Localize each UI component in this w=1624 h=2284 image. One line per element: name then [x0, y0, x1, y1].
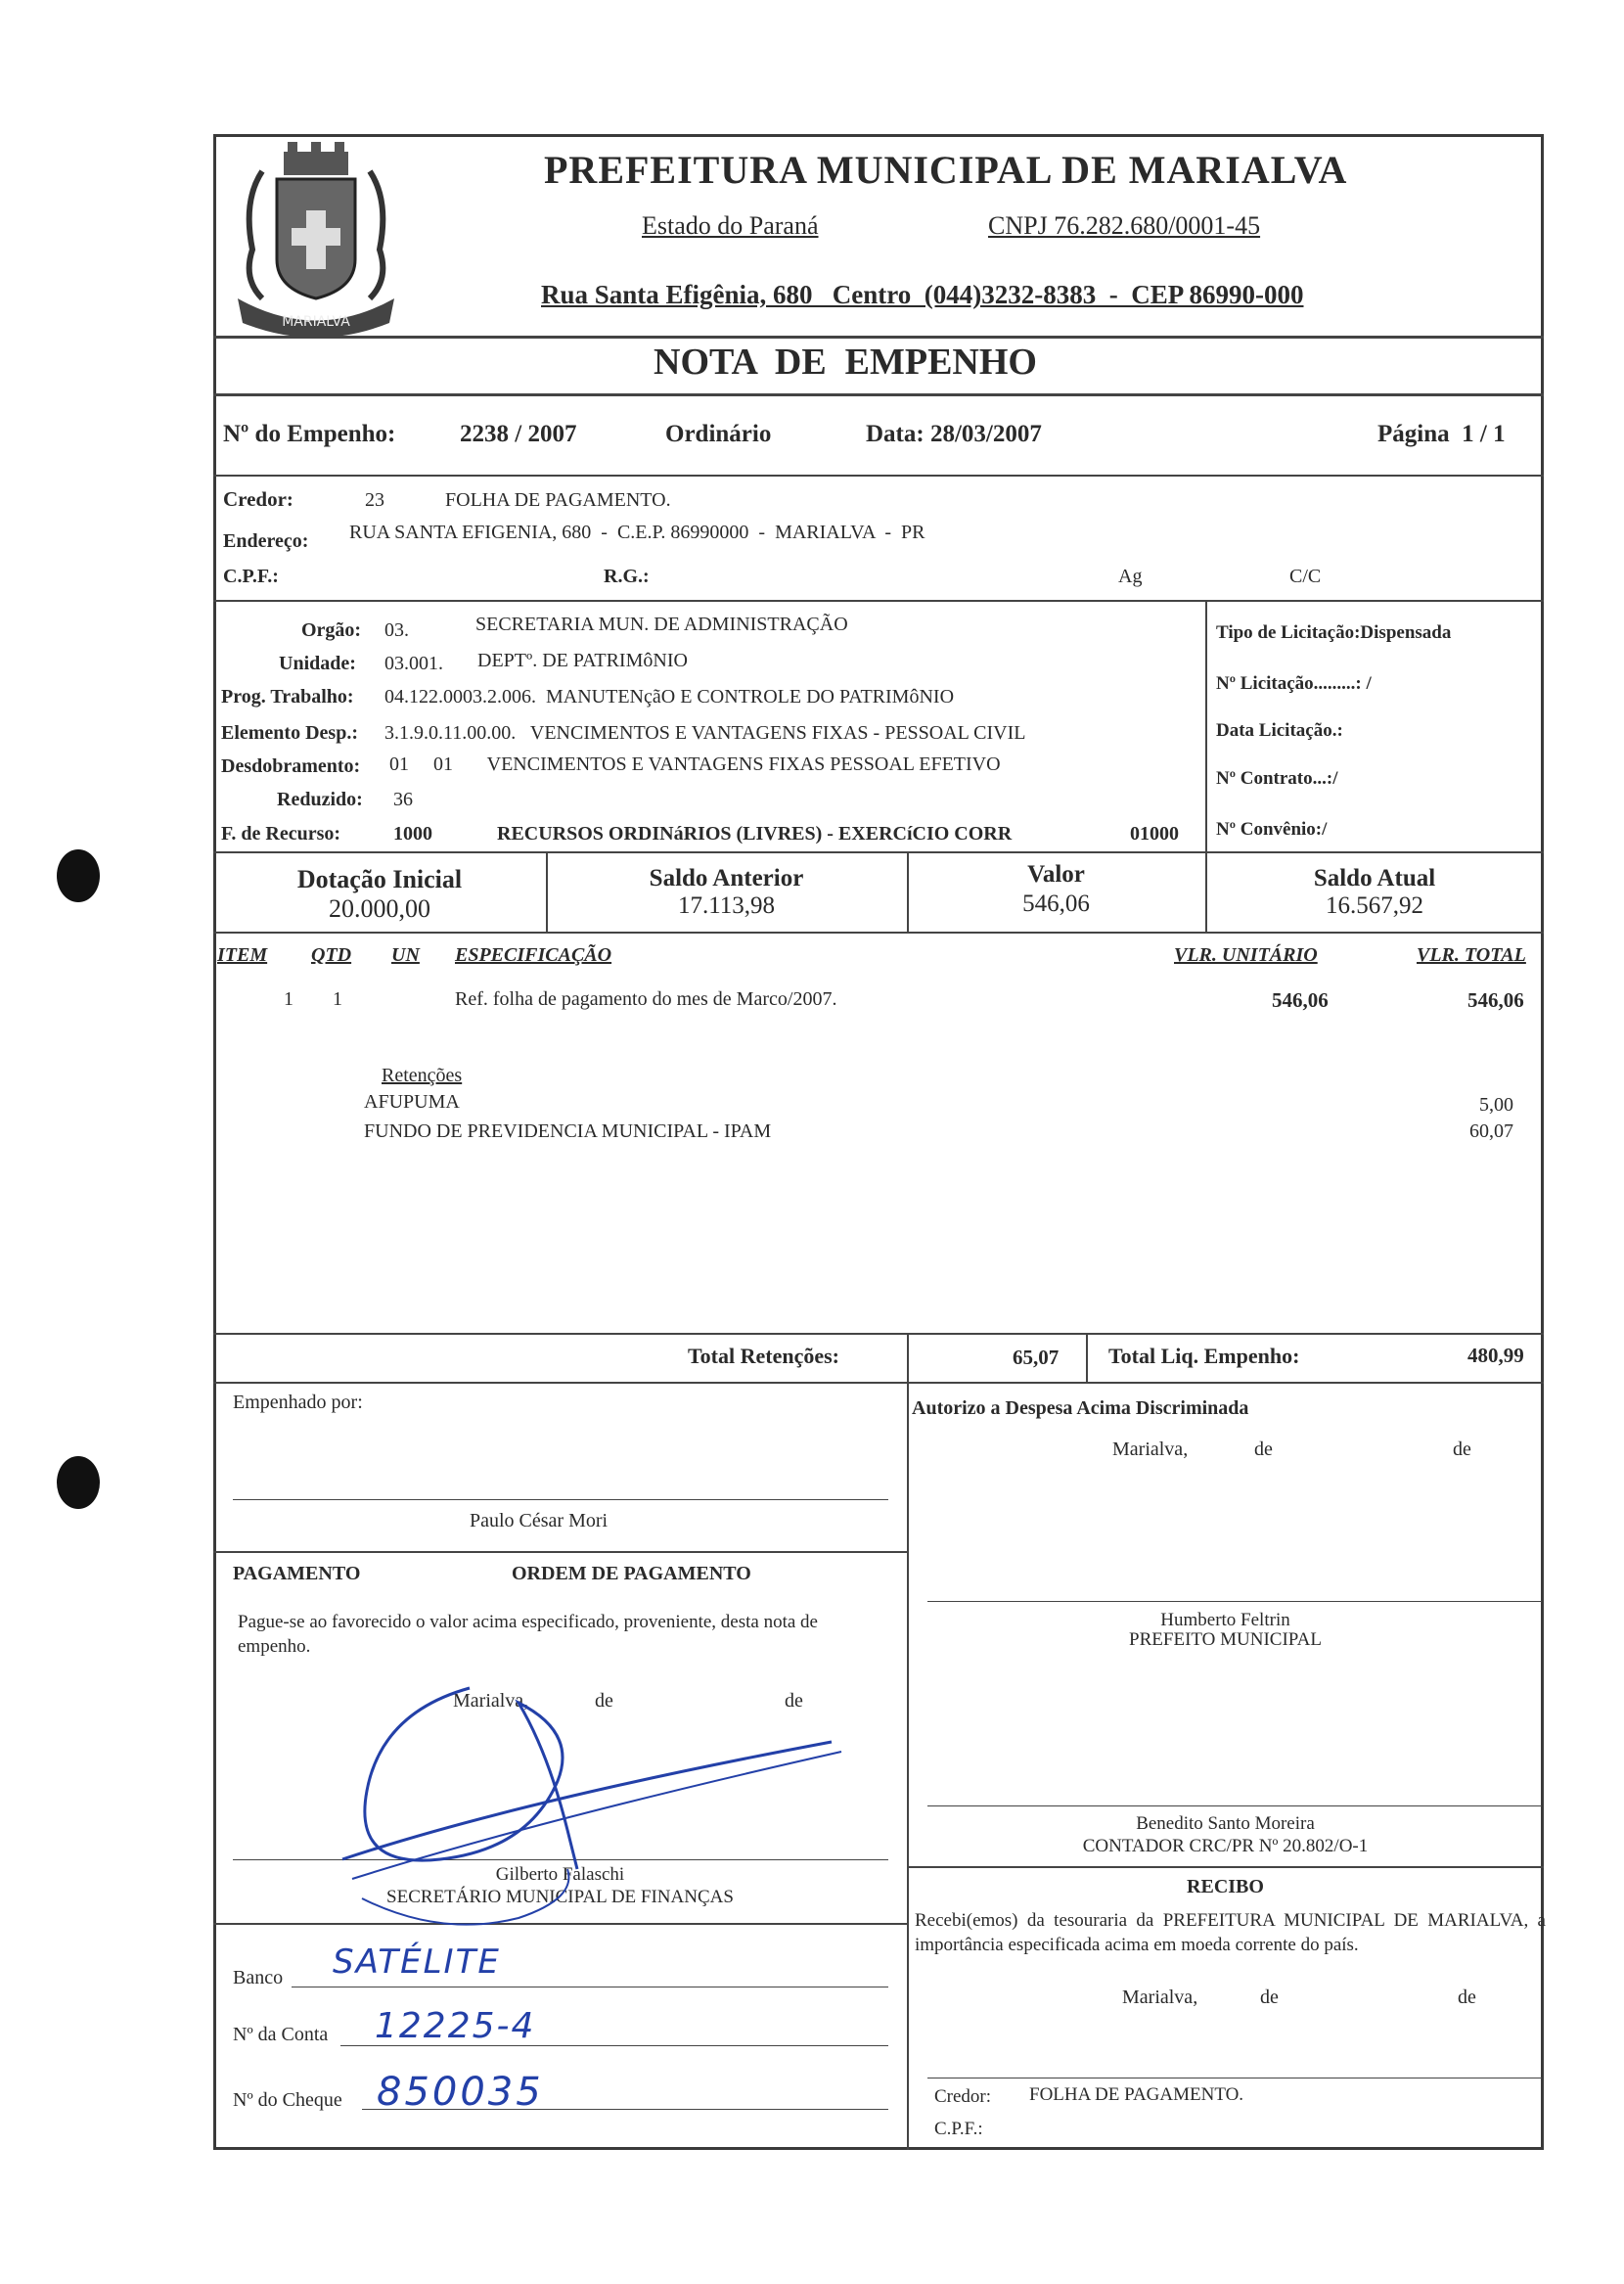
col-item: ITEM	[217, 944, 268, 966]
licitacao-tipo: Tipo de Licitação:Dispensada	[1216, 622, 1452, 643]
divider	[1205, 600, 1207, 851]
recibo-de: de	[1458, 1987, 1476, 2008]
divider	[213, 600, 1544, 602]
dotacao-value: 20.000,00	[329, 894, 430, 923]
item-qtd: 1	[333, 988, 342, 1010]
saldo-atual-value: 16.567,92	[1326, 892, 1423, 919]
page-title: PREFEITURA MUNICIPAL DE MARIALVA	[544, 148, 1348, 192]
orgao-name: SECRETARIA MUN. DE ADMINISTRAÇÃO	[475, 614, 848, 635]
pagamento-label: PAGAMENTO	[233, 1563, 361, 1584]
contador-name: Benedito Santo Moreira	[1136, 1813, 1315, 1834]
item-number: 1	[284, 988, 293, 1010]
cnpj-label: CNPJ 76.282.680/0001-45	[988, 211, 1261, 240]
divider	[213, 336, 1544, 339]
total-retencoes-value: 65,07	[1013, 1346, 1060, 1369]
autorizo-place: Marialva,	[1112, 1439, 1189, 1460]
licitacao-convenio: Nº Convênio:/	[1216, 819, 1328, 840]
autorizo-de: de	[1453, 1439, 1471, 1460]
prog-value: 04.122.0003.2.006. MANUTENçãO E CONTROLE DO PATRIMôNIO	[384, 686, 955, 708]
divider	[213, 1382, 1544, 1384]
cpf-label: C.P.F.:	[223, 566, 279, 587]
cheque-label: Nº do Cheque	[233, 2089, 342, 2111]
dotacao-label: Dotação Inicial	[296, 865, 463, 893]
col-un: UN	[391, 944, 420, 966]
licitacao-contrato: Nº Contrato...:/	[1216, 768, 1338, 789]
reduzido-label: Reduzido:	[277, 789, 363, 810]
desdobramento-label: Desdobramento:	[221, 755, 361, 777]
prefeito-title: PREFEITO MUNICIPAL	[1129, 1629, 1322, 1650]
address-field-label: Endereço:	[223, 530, 309, 552]
recibo-title: RECIBO	[1187, 1876, 1264, 1897]
divider	[907, 1866, 1544, 1868]
divider	[213, 851, 1544, 853]
document-title: NOTA DE EMPENHO	[654, 342, 1037, 383]
empenho-number: 2238 / 2007	[460, 421, 577, 447]
licitacao-data: Data Licitação.:	[1216, 720, 1343, 741]
divider	[213, 1333, 1544, 1335]
col-vlr-total: VLR. TOTAL	[1417, 944, 1526, 966]
pagamento-place: Marialva,	[453, 1690, 529, 1712]
signature-scribble	[323, 1673, 851, 1957]
col-especificacao: ESPECIFICAÇÃO	[455, 944, 612, 966]
signature-line	[927, 1805, 1542, 1806]
retencao-value: 60,07	[1469, 1120, 1513, 1142]
empenho-label: Nº do Empenho:	[223, 421, 396, 447]
state-label: Estado do Paraná	[642, 211, 819, 240]
conta-value: 12225-4	[375, 2006, 536, 2046]
divider	[213, 932, 1544, 934]
page-number: Página 1 / 1	[1377, 421, 1506, 447]
punch-hole-top	[57, 849, 100, 902]
valor-label: Valor	[1027, 861, 1085, 888]
empenho-type: Ordinário	[665, 421, 772, 447]
prefeito-name: Humberto Feltrin	[1160, 1610, 1290, 1630]
desdobramento-value: 01 01 VENCIMENTOS E VANTAGENS FIXAS PESSOAL EFETIVO	[389, 754, 1001, 775]
contador-title: CONTADOR CRC/PR Nº 20.802/O-1	[1082, 1836, 1369, 1856]
licitacao-numero: Nº Licitação.........: /	[1216, 673, 1372, 694]
ag-label: Ag	[1118, 566, 1143, 587]
ordem-pagamento-label: ORDEM DE PAGAMENTO	[512, 1563, 751, 1584]
total-liquido-label: Total Liq. Empenho:	[1108, 1344, 1300, 1368]
orgao-code: 03.	[384, 619, 409, 641]
rg-label: R.G.:	[604, 566, 650, 587]
col-qtd: QTD	[311, 944, 352, 966]
item-spec: Ref. folha de pagamento do mes de Marco/2007.	[455, 988, 837, 1010]
recibo-de: de	[1260, 1987, 1279, 2008]
cheque-value: 850035	[377, 2070, 544, 2115]
credor-name: FOLHA DE PAGAMENTO.	[445, 489, 671, 511]
credor-code: 23	[365, 489, 384, 511]
divider	[213, 393, 1544, 396]
pagamento-de: de	[595, 1690, 613, 1712]
divider	[907, 1333, 909, 1382]
total-retencoes-label: Total Retenções:	[688, 1344, 839, 1368]
address-label: Rua Santa Efigênia, 680 Centro (044)3232-8383 - CEP 86990-000	[541, 280, 1304, 309]
conta-label: Nº da Conta	[233, 2024, 329, 2045]
recurso-ref: 01000	[1130, 823, 1179, 845]
svg-text:MARIALVA: MARIALVA	[282, 314, 350, 330]
saldo-atual-label: Saldo Atual	[1313, 865, 1436, 891]
valor-value: 546,06	[1022, 891, 1090, 917]
recibo-credor-label: Credor:	[934, 2086, 992, 2107]
recibo-credor-value: FOLHA DE PAGAMENTO.	[1029, 2084, 1244, 2105]
autorizo-label: Autorizo a Despesa Acima Discriminada	[912, 1397, 1249, 1419]
retencao-name: AFUPUMA	[364, 1091, 460, 1113]
recibo-cpf-label: C.P.F.:	[934, 2119, 983, 2139]
secretario-name: Gilberto Falaschi	[495, 1864, 625, 1885]
unidade-name: DEPTº. DE PATRIMôNIO	[477, 650, 688, 671]
elemento-label: Elemento Desp.:	[221, 722, 358, 744]
col-vlr-unitario: VLR. UNITÁRIO	[1174, 944, 1318, 966]
banco-label: Banco	[233, 1967, 284, 1988]
crest-icon	[223, 142, 409, 338]
recurso-label: F. de Recurso:	[221, 823, 341, 845]
recurso-name: RECURSOS ORDINáRIOS (LIVRES) - EXERCíCIO CORR	[497, 823, 1013, 845]
prog-label: Prog. Trabalho:	[221, 686, 354, 708]
unidade-label: Unidade:	[279, 653, 356, 674]
secretario-title: SECRETÁRIO MUNICIPAL DE FINANÇAS	[386, 1887, 734, 1907]
credor-label: Credor:	[223, 487, 293, 511]
saldo-anterior-value: 17.113,98	[677, 892, 776, 919]
empenhado-label: Empenhado por:	[233, 1392, 363, 1413]
autorizo-de: de	[1254, 1439, 1273, 1460]
signature-line	[927, 1601, 1542, 1602]
banco-value: SATÉLITE	[333, 1942, 501, 1982]
reduzido-value: 36	[393, 789, 413, 810]
recibo-place: Marialva,	[1122, 1987, 1198, 2008]
divider	[907, 1382, 909, 2150]
saldo-anterior-label: Saldo Anterior	[649, 865, 804, 891]
recibo-text: Recebi(emos) da tesouraria da PREFEITURA MUNICIPAL DE MARIALVA, a importância especificada acima em moeda corrente do país.	[915, 1910, 1546, 1955]
item-total-value: 546,06	[1467, 988, 1524, 1012]
unidade-code: 03.001.	[384, 653, 443, 674]
recurso-code: 1000	[393, 823, 432, 845]
credor-address: RUA SANTA EFIGENIA, 680 - C.E.P. 86990000 - MARIALVA - PR	[349, 522, 925, 543]
empenhado-name: Paulo César Mori	[470, 1510, 609, 1531]
pagamento-text: Pague-se ao favorecido o valor acima especificado, proveniente, desta nota de empenho.	[238, 1612, 818, 1657]
empenho-date: Data: 28/03/2007	[866, 421, 1042, 447]
item-unit-value: 546,06	[1272, 988, 1329, 1012]
divider	[213, 475, 1544, 477]
divider	[213, 1551, 907, 1553]
retencao-name: FUNDO DE PREVIDENCIA MUNICIPAL - IPAM	[364, 1120, 772, 1142]
pagamento-de: de	[785, 1690, 803, 1712]
elemento-value: 3.1.9.0.11.00.00. VENCIMENTOS E VANTAGENS FIXAS - PESSOAL CIVIL	[384, 722, 1026, 744]
retencoes-title: Retenções	[382, 1065, 463, 1086]
total-liquido-value: 480,99	[1467, 1344, 1524, 1367]
orgao-label: Orgão:	[301, 619, 362, 641]
punch-hole-bottom	[57, 1456, 100, 1509]
signature-line	[233, 1499, 888, 1500]
cc-label: C/C	[1289, 566, 1322, 587]
retencao-value: 5,00	[1479, 1094, 1513, 1116]
divider	[1086, 1333, 1088, 1382]
